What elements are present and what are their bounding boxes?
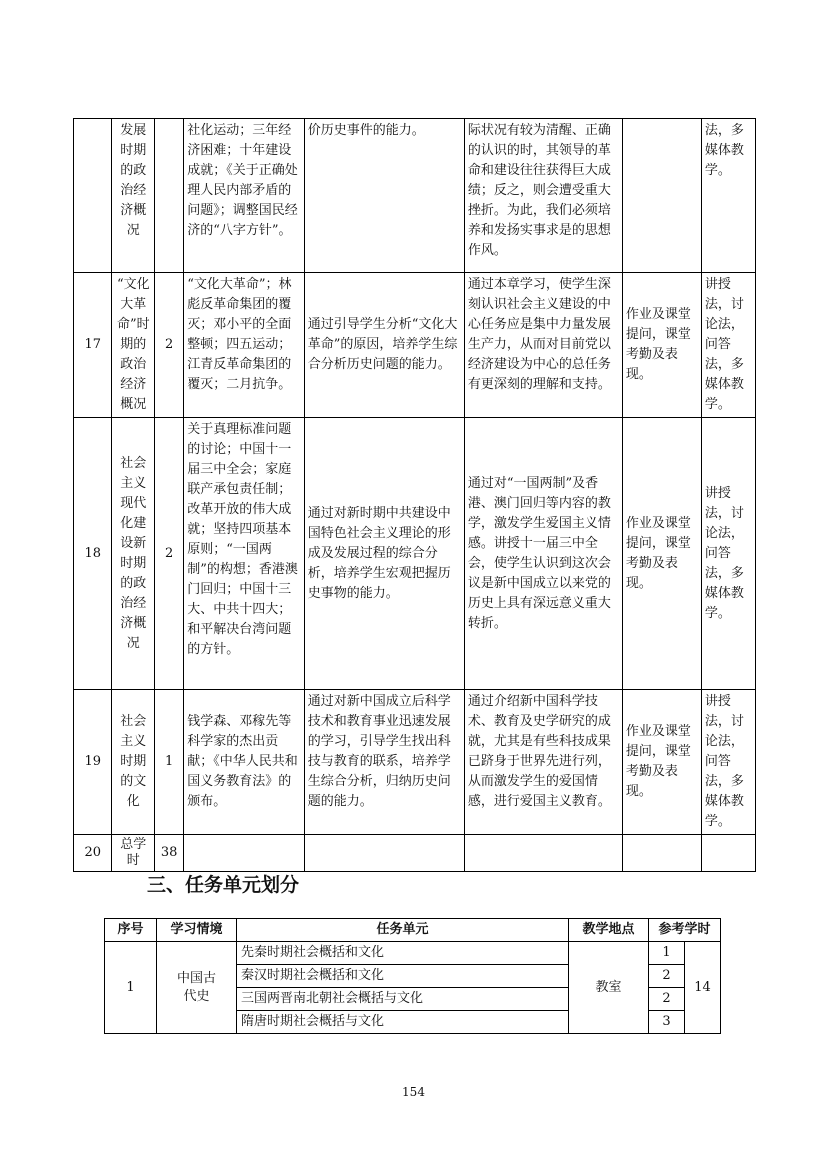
unit-hours: 2 <box>155 273 184 418</box>
task-unit: 隋唐时期社会概括与文化 <box>237 1011 569 1034</box>
unit-title: 发展时期的政治经济概况 <box>112 119 155 273</box>
unit-title: 社会主义现代化建设新时期的政治经济概况 <box>112 418 155 690</box>
unit-content: “文化大革命”；林彪反革命集团的覆灭；邓小平的全面整顿；四五运动；江青反革命集团的覆灭；二月抗争。 <box>184 273 305 418</box>
unit-hours: 1 <box>155 690 184 835</box>
ability-goal: 通过对新中国成立后科学技术和教育事业迅速发展的学习，引导学生找出科技与教育的联系，培养学生综合分析，归纳历史问题的能力。 <box>304 690 464 835</box>
total-hours: 14 <box>685 942 721 1034</box>
row-number: 20 <box>74 835 112 872</box>
ability-goal <box>304 835 464 872</box>
learning-situation-label: 中国古代史 <box>176 970 216 1004</box>
ability-goal: 通过对新时期中共建设中国特色社会主义理论的形成及发展过程的综合分析，培养学生宏观把握历史事物的能力。 <box>304 418 464 690</box>
header-hours: 参考学时 <box>649 919 721 942</box>
quality-goal: 通过本章学习，使学生深刻认识社会主义建设的中心任务应是集中力量发展生产力，从而对目前党以经济建设为中心的总任务有更深刻的理解和支持。 <box>464 273 622 418</box>
teaching-method: 讲授法，讨论法，问答法，多媒体教学。 <box>701 273 755 418</box>
teaching-location: 教室 <box>569 942 649 1034</box>
ability-goal: 价历史事件的能力。 <box>304 119 464 273</box>
header-unit: 任务单元 <box>237 919 569 942</box>
unit-title: “文化大革命”时期的政治经济概况 <box>112 273 155 418</box>
header-location: 教学地点 <box>569 919 649 942</box>
table-row <box>74 273 756 418</box>
section-title: 三、任务单元划分 <box>147 874 300 896</box>
teaching-method <box>701 835 755 872</box>
header-situation: 学习情境 <box>157 919 237 942</box>
table-row <box>74 418 756 690</box>
assessment <box>622 119 701 273</box>
row-number <box>74 119 112 273</box>
task-unit-table <box>104 918 721 1034</box>
assessment: 作业及课堂提问，课堂考勤及表现。 <box>622 418 701 690</box>
unit-title: 总学时 <box>112 835 155 872</box>
row-number: 17 <box>74 273 112 418</box>
table-row <box>74 690 756 835</box>
assessment: 作业及课堂提问，课堂考勤及表现。 <box>622 690 701 835</box>
table-header-row <box>105 919 721 942</box>
teaching-method: 讲授法，讨论法，问答法，多媒体教学。 <box>701 690 755 835</box>
assessment: 作业及课堂提问，课堂考勤及表现。 <box>622 273 701 418</box>
unit-hours: 38 <box>155 835 184 872</box>
table-row <box>74 119 756 273</box>
teaching-method: 法，多媒体教学。 <box>701 119 755 273</box>
course-content-table <box>73 118 756 872</box>
quality-goal: 际状况有较为清醒、正确的认识的时，其领导的革命和建设往往获得巨大成绩；反之，则会遭受重大挫折。为此，我们必须培养和发扬实事求是的思想作风。 <box>464 119 622 273</box>
page-number: 154 <box>402 1085 425 1099</box>
ability-goal: 通过引导学生分析“文化大革命”的原因，培养学生综合分析历史问题的能力。 <box>304 273 464 418</box>
assessment <box>622 835 701 872</box>
unit-hours: 2 <box>649 965 685 988</box>
task-unit: 三国两晋南北朝社会概括与文化 <box>237 988 569 1011</box>
quality-goal <box>464 835 622 872</box>
teaching-method: 讲授法，讨论法，问答法，多媒体教学。 <box>701 418 755 690</box>
unit-content <box>184 835 305 872</box>
unit-hours: 2 <box>649 988 685 1011</box>
row-number: 18 <box>74 418 112 690</box>
task-unit: 秦汉时期社会概括和文化 <box>237 965 569 988</box>
table-row <box>105 942 721 965</box>
unit-title: 社会主义时期的文化 <box>112 690 155 835</box>
table-row <box>74 835 756 872</box>
unit-content: 钱学森、邓稼先等科学家的杰出贡献；《中华人民共和国义务教育法》的颁布。 <box>184 690 305 835</box>
unit-hours: 2 <box>155 418 184 690</box>
header-no: 序号 <box>105 919 157 942</box>
unit-hours: 1 <box>649 942 685 965</box>
quality-goal: 通过介绍新中国科学技术、教育及史学研究的成就，尤其是有些科技成果已跻身于世界先进行列，从而激发学生的爱国情感，进行爱国主义教育。 <box>464 690 622 835</box>
unit-hours: 3 <box>649 1011 685 1034</box>
unit-content: 关于真理标准问题的讨论；中国十一届三中全会；家庭联产承包责任制；改革开放的伟大成就；坚持四项基本原则；“一国两制”的构想；香港澳门回归；中国十三大、中共十四大；和平解决台湾问题的方针。 <box>184 418 305 690</box>
learning-situation <box>157 942 237 1034</box>
unit-hours <box>155 119 184 273</box>
row-number: 19 <box>74 690 112 835</box>
task-unit: 先秦时期社会概括和文化 <box>237 942 569 965</box>
unit-content: 社化运动；三年经济困难；十年建设成就；《关于正确处理人民内部矛盾的问题》；调整国民经济的“八字方针”。 <box>184 119 305 273</box>
quality-goal: 通过对“一国两制”及香港、澳门回归等内容的教学，激发学生爱国主义情感。讲授十一届三中全会，使学生认识到这次会议是新中国成立以来党的历史上具有深远意义重大转折。 <box>464 418 622 690</box>
group-number: 1 <box>105 942 157 1034</box>
